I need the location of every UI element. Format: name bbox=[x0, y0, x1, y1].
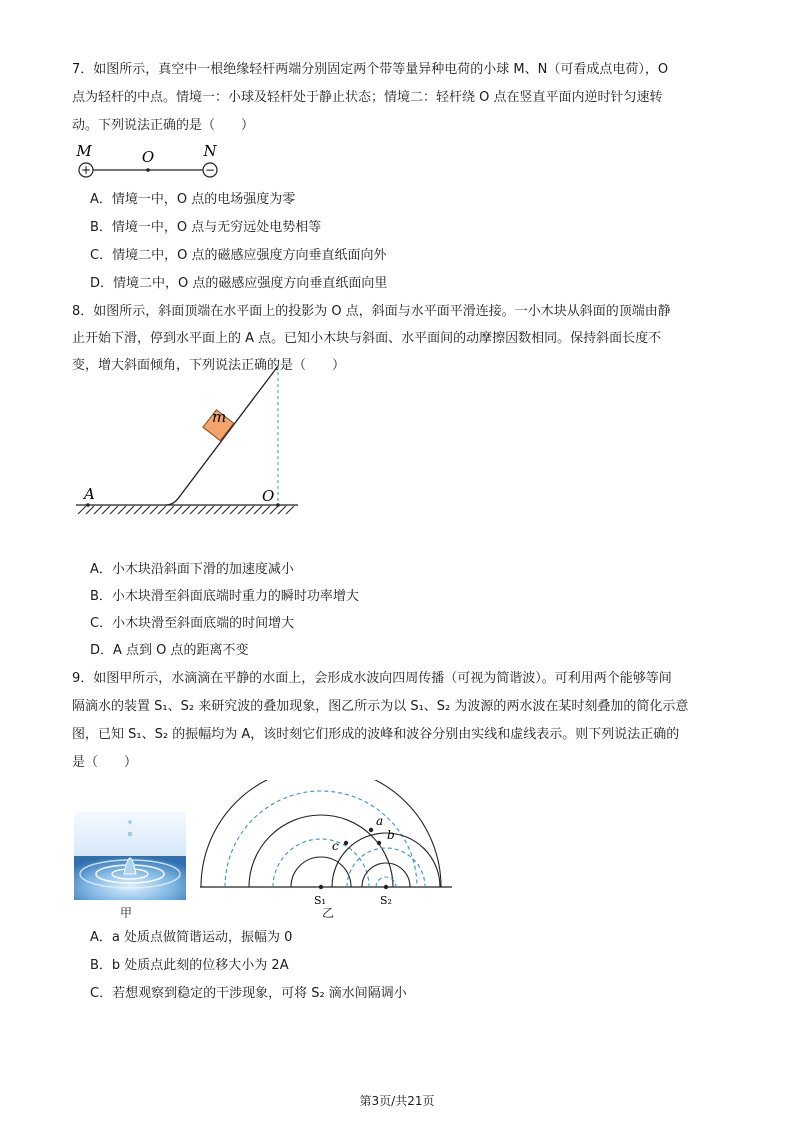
q7-label-o: O bbox=[141, 148, 155, 166]
q8-label-m: m bbox=[212, 408, 227, 426]
q7-line-3: 动。下列说法正确的是（ ） bbox=[72, 118, 255, 133]
q9-option-b: B．b 处质点此刻的位移大小为 2A bbox=[90, 958, 289, 973]
q7-sign-n: − bbox=[204, 163, 216, 177]
q9-source-s2 bbox=[384, 885, 388, 889]
q7-figure-rod bbox=[70, 142, 230, 182]
q9-label-a: a bbox=[376, 814, 384, 828]
q9-s2-trough-outer bbox=[347, 848, 425, 887]
q9-label-c: c bbox=[332, 839, 339, 853]
q9-line-3: 图，已知 S₁、S₂ 的振幅均为 A，该时刻它们形成的波峰和波谷分别由实线和虚线表示。则下列说法正确的 bbox=[72, 727, 680, 742]
q9-figure-water-drop-photo bbox=[74, 812, 186, 900]
q9-s1-crest-inner bbox=[291, 857, 351, 887]
q9-caption-jia: 甲 bbox=[120, 906, 133, 920]
q9-point-c bbox=[344, 841, 348, 845]
q7-sign-m: + bbox=[80, 163, 92, 177]
q8-option-b: B．小木块滑至斜面底端时重力的瞬时功率增大 bbox=[90, 589, 359, 604]
q8-figure-incline bbox=[70, 360, 310, 525]
q8-ground-hatch bbox=[78, 506, 294, 514]
q9-figure-interference bbox=[196, 780, 458, 920]
q7-option-d: D．情境二中，O 点的磁感应强度方向垂直纸面向里 bbox=[90, 276, 388, 291]
q8-line-2: 止开始下滑，停到水平面上的 A 点。已知小木块与斜面、水平面间的动摩擦因数相同。保持斜面长度不 bbox=[72, 331, 662, 346]
q8-point-o bbox=[276, 503, 280, 507]
q7-option-a: A．情境一中，O 点的电场强度为零 bbox=[90, 192, 296, 207]
q9-line-2: 隔滴水的装置 S₁、S₂ 来研究波的叠加现象，图乙所示为以 S₁、S₂ 为波源的两水波在某时刻叠加的简化示意 bbox=[72, 699, 689, 714]
q9-caption-yi: 乙 bbox=[322, 906, 335, 920]
q9-label-s2: S₂ bbox=[380, 894, 392, 907]
q9-option-a: A．a 处质点做简谐运动，振幅为 0 bbox=[90, 930, 293, 945]
q8-label-o: O bbox=[262, 487, 275, 505]
q8-line-1: 8．如图所示，斜面顶端在水平面上的投影为 O 点，斜面与水平面平滑连接。一小木块从斜面的顶端由静 bbox=[72, 304, 671, 319]
q9-line-4: 是（ ） bbox=[72, 755, 138, 770]
q7-point-o bbox=[146, 168, 150, 172]
q9-s1-crest-outer bbox=[201, 780, 441, 887]
q8-point-a bbox=[86, 503, 90, 507]
q9-s1-trough-inner bbox=[273, 839, 369, 887]
q9-option-c: C．若想观察到稳定的干涉现象，可将 S₂ 滴水间隔调小 bbox=[90, 986, 407, 1001]
q7-label-m: M bbox=[76, 142, 92, 160]
q8-option-c: C．小木块滑至斜面底端的时间增大 bbox=[90, 616, 295, 631]
q9-point-b bbox=[377, 841, 381, 845]
q9-source-s1 bbox=[319, 885, 323, 889]
q8-option-d: D．A 点到 O 点的距离不变 bbox=[90, 643, 249, 658]
q7-line-1: 7．如图所示，真空中一根绝缘轻杆两端分别固定两个带等量异种电荷的小球 M、N（可看成点电荷），O bbox=[72, 62, 669, 77]
q9-label-s1: S₁ bbox=[314, 894, 326, 907]
q9-line-1: 9．如图甲所示，水滴滴在平静的水面上，会形成水波向四周传播（可视为简谐波）。可利用两个能够等间 bbox=[72, 671, 672, 686]
q8-option-a: A．小木块沿斜面下滑的加速度减小 bbox=[90, 562, 294, 577]
q9-label-b: b bbox=[387, 828, 395, 842]
q9-s2-crest-inner bbox=[362, 863, 410, 887]
q7-option-c: C．情境二中，O 点的磁感应强度方向垂直纸面向外 bbox=[90, 248, 387, 263]
q9-s1-crest-middle bbox=[249, 815, 393, 887]
q9-point-a bbox=[369, 828, 373, 832]
q7-option-b: B．情境一中，O 点与无穷远处电势相等 bbox=[90, 220, 322, 235]
q7-label-n: N bbox=[203, 142, 217, 160]
q8-label-a: A bbox=[84, 485, 95, 503]
q7-line-2: 点为轻杆的中点。情境一：小球及轻杆处于静止状态；情境二：轻杆绕 O 点在竖直平面内逆时针匀速转 bbox=[72, 90, 663, 105]
q8-line-3: 变，增大斜面倾角，下列说法正确的是（ ） bbox=[72, 358, 346, 373]
page-footer: 第3页/共21页 bbox=[359, 1094, 435, 1108]
